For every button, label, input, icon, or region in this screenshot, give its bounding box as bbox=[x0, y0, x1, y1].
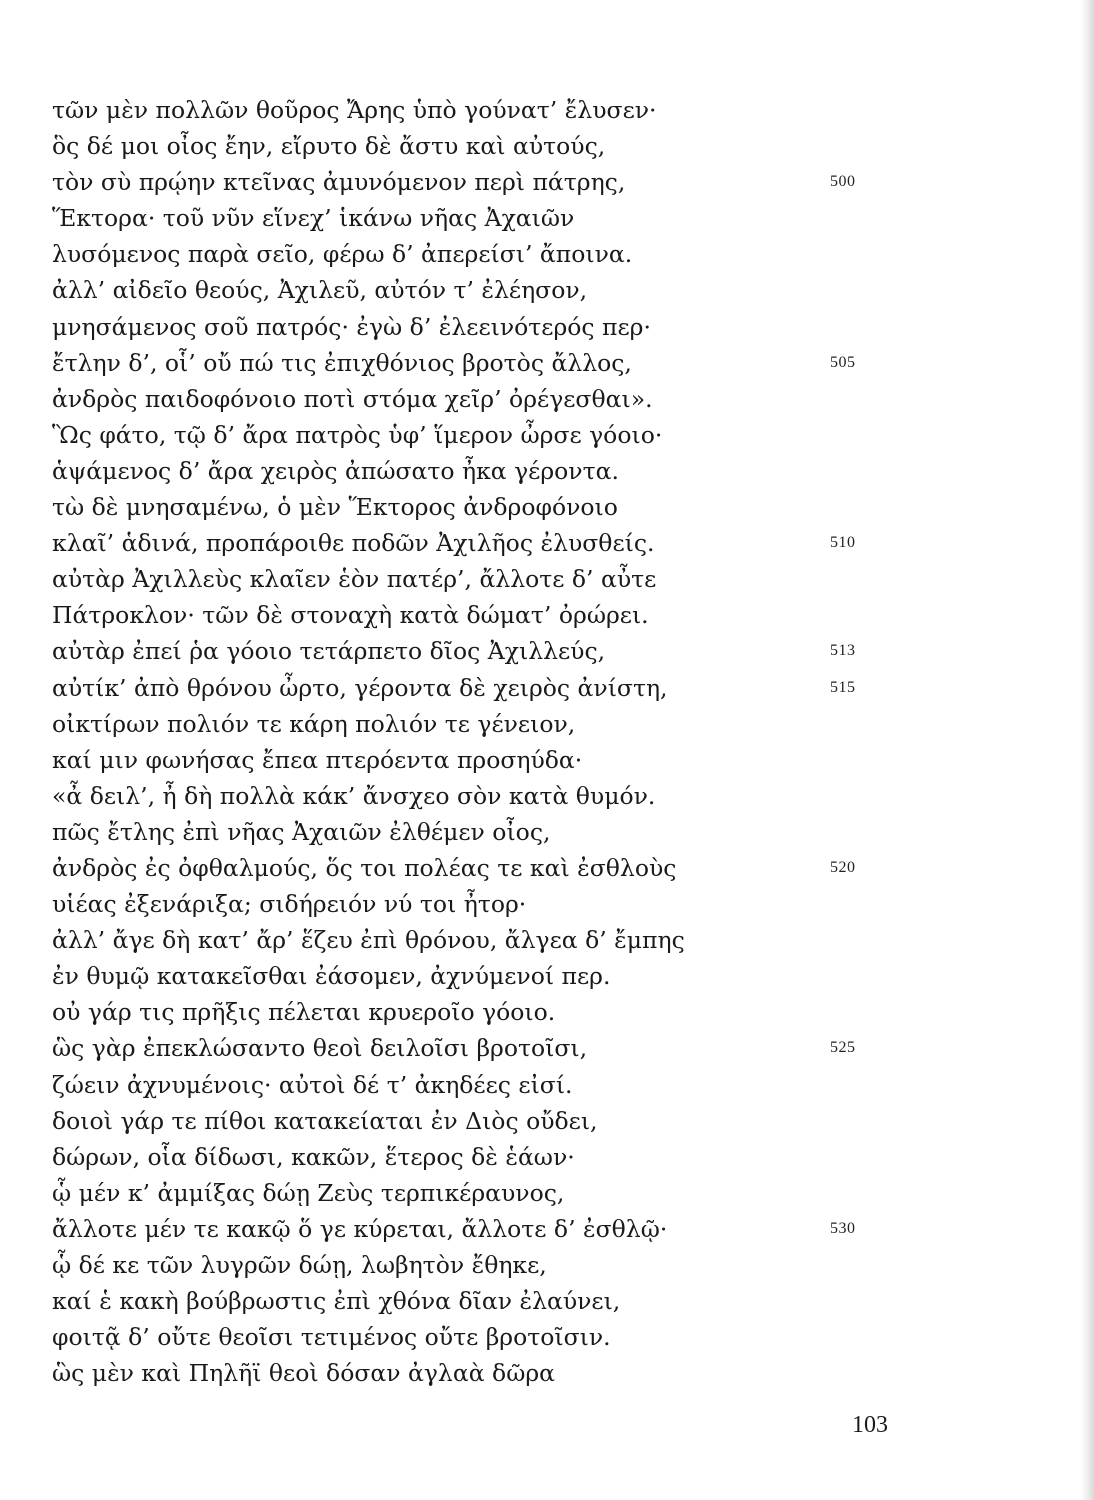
verse-text: μνησάμενος σοῦ πατρός· ἐγὼ δ’ ἐλεεινότερός περ· bbox=[52, 312, 651, 341]
verse-text: καί μιν φωνήσας ἔπεα πτερόεντα προσηύδα· bbox=[52, 745, 583, 774]
verse-line bbox=[52, 200, 932, 236]
verse-line bbox=[52, 1355, 932, 1391]
verse-line bbox=[52, 994, 932, 1030]
verse-text: πῶς ἔτλης ἐπὶ νῆας Ἀχαιῶν ἐλθέμεν οἶος, bbox=[52, 817, 551, 846]
verse-line bbox=[52, 345, 932, 381]
verse-line bbox=[52, 633, 932, 669]
verse-text: ἐν θυμῷ κατακεῖσθαι ἐάσομεν, ἀχνύμενοί περ. bbox=[52, 962, 611, 991]
verse-text: οἰκτίρων πολιόν τε κάρη πολιόν τε γένειον, bbox=[52, 709, 576, 738]
line-number: 505 bbox=[830, 353, 856, 371]
verse-line bbox=[52, 886, 932, 922]
verse-line bbox=[52, 1319, 932, 1355]
verse-block bbox=[52, 92, 932, 1391]
verse-text: ἀλλ’ αἰδεῖο θεούς, Ἀχιλεῦ, αὐτόν τ’ ἐλέησον, bbox=[52, 276, 588, 305]
verse-text: τὼ δὲ μνησαμένω, ὁ μὲν Ἕκτορος ἀνδροφόνοιο bbox=[52, 493, 618, 522]
verse-text: Ὣς φάτο, τῷ δ’ ἄρα πατρὸς ὑφ’ ἵμερον ὦρσε γόοιο· bbox=[52, 420, 663, 449]
verse-line bbox=[52, 1030, 932, 1066]
verse-text: τὸν σὺ πρῴην κτεῖνας ἀμυνόμενον περὶ πάτρης, bbox=[52, 168, 626, 197]
verse-text: ὣς γὰρ ἐπεκλώσαντο θεοὶ δειλοῖσι βροτοῖσι, bbox=[52, 1034, 588, 1063]
verse-text: κλαῖ’ ἁδινά, προπάροιθε ποδῶν Ἀχιλῆος ἐλυσθείς. bbox=[52, 529, 655, 558]
verse-text: τῶν μὲν πολλῶν θοῦρος Ἄρης ὑπὸ γούνατ’ ἔλυσεν· bbox=[52, 96, 657, 124]
verse-text: ᾧ μέν κ’ ἀμμίξας δώῃ Ζεὺς τερπικέραυνος, bbox=[52, 1178, 565, 1207]
verse-text: οὐ γάρ τις πρῆξις πέλεται κρυεροῖο γόοιο. bbox=[52, 998, 556, 1027]
verse-line bbox=[52, 381, 932, 417]
verse-line bbox=[52, 706, 932, 742]
verse-line bbox=[52, 92, 932, 128]
verse-line bbox=[52, 309, 932, 345]
verse-line bbox=[52, 922, 932, 958]
verse-line bbox=[52, 561, 932, 597]
verse-line bbox=[52, 850, 932, 886]
page-number: 103 bbox=[852, 1412, 888, 1438]
verse-line bbox=[52, 453, 932, 489]
verse-line bbox=[52, 272, 932, 308]
verse-text: ἀνδρὸς παιδοφόνοιο ποτὶ στόμα χεῖρ’ ὀρέγεσθαι». bbox=[52, 384, 653, 413]
verse-line bbox=[52, 778, 932, 814]
line-number: 525 bbox=[830, 1039, 856, 1057]
verse-text: δοιοὶ γάρ τε πίθοι κατακείαται ἐν Διὸς οὔδει, bbox=[52, 1106, 598, 1135]
verse-line bbox=[52, 128, 932, 164]
verse-line bbox=[52, 1283, 932, 1319]
verse-text: ὃς δέ μοι οἶος ἔην, εἴρυτο δὲ ἄστυ καὶ αὐτούς, bbox=[52, 132, 606, 161]
verse-line bbox=[52, 597, 932, 633]
line-number: 520 bbox=[830, 858, 856, 876]
line-number: 513 bbox=[830, 642, 856, 660]
verse-text: δώρων, οἷα δίδωσι, κακῶν, ἕτερος δὲ ἑάων· bbox=[52, 1142, 575, 1171]
verse-line bbox=[52, 1067, 932, 1103]
verse-line bbox=[52, 164, 932, 200]
verse-text: ᾧ δέ κε τῶν λυγρῶν δώῃ, λωβητὸν ἔθηκε, bbox=[52, 1251, 547, 1279]
verse-text: αὐτίκ’ ἀπὸ θρόνου ὦρτο, γέροντα δὲ χειρὸς ἀνίστη, bbox=[52, 673, 668, 702]
verse-text: φοιτᾷ δ’ οὔτε θεοῖσι τετιμένος οὔτε βροτοῖσιν. bbox=[52, 1323, 611, 1352]
verse-line bbox=[52, 958, 932, 994]
verse-line bbox=[52, 489, 932, 525]
verse-text: καί ἑ κακὴ βούβρωστις ἐπὶ χθόνα δῖαν ἐλαύνει, bbox=[52, 1287, 621, 1316]
verse-text: ἄλλοτε μέν τε κακῷ ὅ γε κύρεται, ἄλλοτε δ’ ἐσθλῷ· bbox=[52, 1214, 668, 1243]
verse-line bbox=[52, 742, 932, 778]
verse-text: ἁψάμενος δ’ ἄρα χειρὸς ἀπώσατο ἦκα γέροντα. bbox=[52, 456, 619, 485]
verse-text: ἔτλην δ’, οἷ’ οὔ πώ τις ἐπιχθόνιος βροτὸς ἄλλος, bbox=[52, 348, 632, 377]
verse-line bbox=[52, 1103, 932, 1139]
verse-text: ἀλλ’ ἄγε δὴ κατ’ ἄρ’ ἕζευ ἐπὶ θρόνου, ἄλγεα δ’ ἔμπης bbox=[52, 926, 685, 955]
line-number: 515 bbox=[830, 678, 856, 696]
verse-line bbox=[52, 417, 932, 453]
verse-line bbox=[52, 1211, 932, 1247]
verse-text: «ἆ δειλ’, ἦ δὴ πολλὰ κάκ’ ἄνσχεο σὸν κατὰ θυμόν. bbox=[52, 781, 656, 810]
verse-line bbox=[52, 1175, 932, 1211]
page-edge-shadow bbox=[1080, 0, 1094, 1500]
verse-line bbox=[52, 525, 932, 561]
line-number: 510 bbox=[830, 534, 856, 552]
verse-text: αὐτὰρ Ἀχιλλεὺς κλαῖεν ἑὸν πατέρ’, ἄλλοτε δ’ αὖτε bbox=[52, 565, 657, 594]
verse-text: λυσόμενος παρὰ σεῖο, φέρω δ’ ἀπερείσι’ ἄποινα. bbox=[52, 240, 633, 269]
verse-line bbox=[52, 1139, 932, 1175]
verse-text: ζώειν ἀχνυμένοις· αὐτοὶ δέ τ’ ἀκηδέες εἰσί. bbox=[52, 1070, 573, 1099]
verse-line bbox=[52, 236, 932, 272]
verse-text: ἀνδρὸς ἐς ὀφθαλμούς, ὅς τοι πολέας τε καὶ ἐσθλοὺς bbox=[52, 853, 677, 882]
verse-text: Ἕκτορα· τοῦ νῦν εἵνεχ’ ἱκάνω νῆας Ἀχαιῶν bbox=[52, 204, 575, 233]
verse-line bbox=[52, 814, 932, 850]
verse-line bbox=[52, 1247, 932, 1283]
verse-line bbox=[52, 670, 932, 706]
line-number: 530 bbox=[830, 1219, 856, 1237]
verse-text: ὣς μὲν καὶ Πηλῆϊ θεοὶ δόσαν ἀγλαὰ δῶρα bbox=[52, 1359, 556, 1388]
verse-text: Πάτροκλον· τῶν δὲ στοναχὴ κατὰ δώματ’ ὀρώρει. bbox=[52, 601, 649, 630]
line-number: 500 bbox=[830, 173, 856, 191]
verse-text: αὐτὰρ ἐπεί ῥα γόοιο τετάρπετο δῖος Ἀχιλλεύς, bbox=[52, 637, 606, 666]
verse-text: υἱέας ἐξενάριξα; σιδήρειόν νύ τοι ἦτορ· bbox=[52, 890, 527, 919]
